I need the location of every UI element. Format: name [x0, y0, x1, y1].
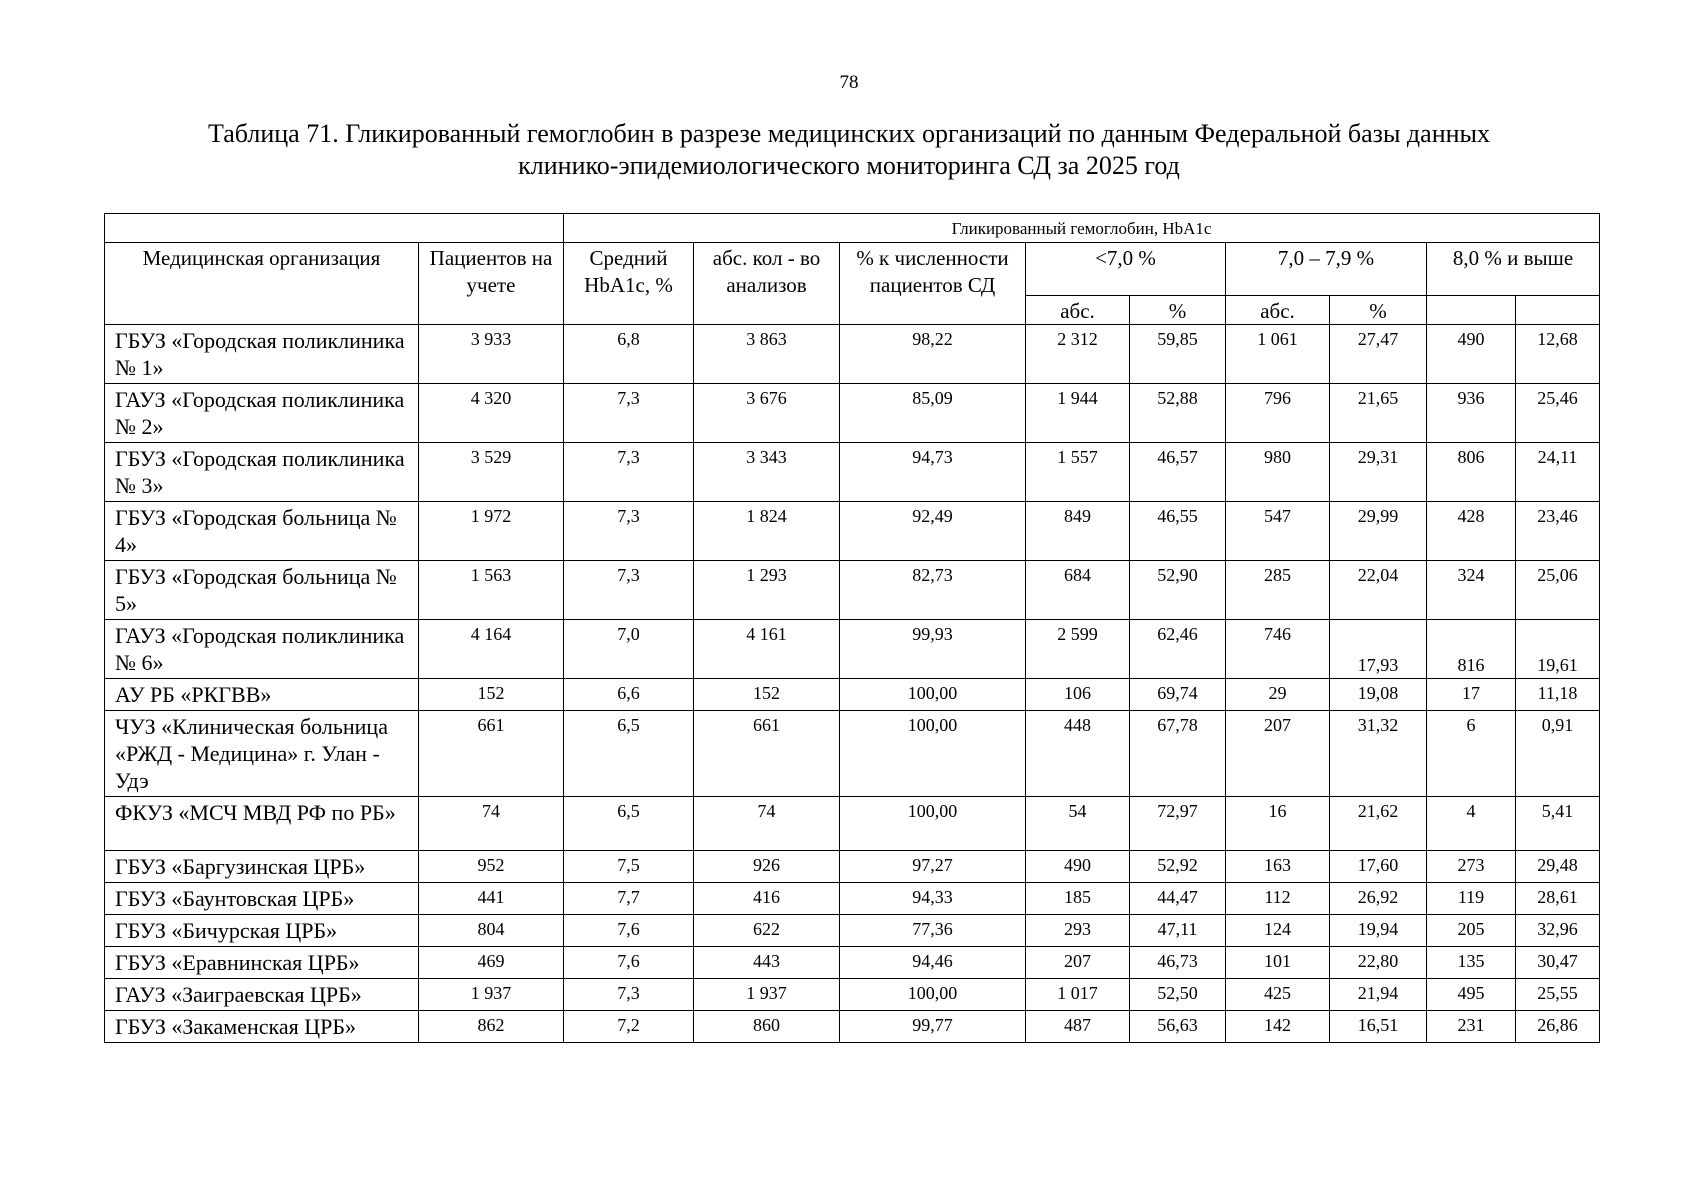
patients-cell: 4 164: [419, 620, 564, 679]
analyses-cell: 3 676: [694, 384, 840, 443]
r7-pct-cell: 19,08: [1330, 679, 1427, 711]
ge8-abs-cell: 6: [1427, 711, 1516, 797]
pct-cell: 98,22: [840, 325, 1026, 384]
pct-cell: 99,77: [840, 1011, 1026, 1043]
ge8-pct-cell: 23,46: [1516, 502, 1600, 561]
avg-hba1c-cell: 7,3: [564, 561, 694, 620]
avg-hba1c-cell: 7,6: [564, 947, 694, 979]
ge8-abs-cell: 4: [1427, 797, 1516, 851]
avg-hba1c-cell: 7,3: [564, 443, 694, 502]
pct-cell: 100,00: [840, 797, 1026, 851]
r7-abs-cell: 746: [1226, 620, 1330, 679]
pct-cell: 100,00: [840, 711, 1026, 797]
table-row: [105, 443, 1600, 502]
r7-pct-cell: 17,60: [1330, 851, 1427, 883]
avg-hba1c-cell: 7,3: [564, 979, 694, 1011]
table-title: [104, 118, 1594, 182]
lt7-abs-cell: 487: [1026, 1011, 1130, 1043]
r7-abs-cell: 16: [1226, 797, 1330, 851]
org-name-cell: ГБУЗ «Баргузинская ЦРБ»: [105, 851, 419, 883]
hba1c-table: [104, 213, 1600, 1043]
ge8-pct-cell: 30,47: [1516, 947, 1600, 979]
lt7-abs-cell: 448: [1026, 711, 1130, 797]
header-blank: [105, 214, 564, 243]
lt7-abs-cell: 2 312: [1026, 325, 1130, 384]
table-row: [105, 502, 1600, 561]
header-ge8-abs: [1427, 296, 1516, 325]
analyses-cell: 74: [694, 797, 840, 851]
lt7-abs-cell: 2 599: [1026, 620, 1130, 679]
pct-cell: 94,73: [840, 443, 1026, 502]
org-name-cell: ГБУЗ «Закаменская ЦРБ»: [105, 1011, 419, 1043]
avg-hba1c-cell: 7,5: [564, 851, 694, 883]
header-org: Медицинская организация: [105, 243, 419, 325]
patients-cell: 804: [419, 915, 564, 947]
header-abs-count: абс. кол - во анализов: [694, 243, 840, 325]
r7-abs-cell: 124: [1226, 915, 1330, 947]
ge8-pct-cell: 32,96: [1516, 915, 1600, 947]
lt7-abs-cell: 1 557: [1026, 443, 1130, 502]
analyses-cell: 1 937: [694, 979, 840, 1011]
table-row: [105, 851, 1600, 883]
patients-cell: 3 933: [419, 325, 564, 384]
lt7-pct-cell: 67,78: [1130, 711, 1226, 797]
table-row: [105, 915, 1600, 947]
ge8-pct-cell: 5,41: [1516, 797, 1600, 851]
lt7-abs-cell: 185: [1026, 883, 1130, 915]
ge8-pct-cell: 19,61: [1516, 620, 1600, 679]
ge8-abs-cell: 231: [1427, 1011, 1516, 1043]
lt7-pct-cell: 69,74: [1130, 679, 1226, 711]
pct-cell: 97,27: [840, 851, 1026, 883]
ge8-abs-cell: 205: [1427, 915, 1516, 947]
ge8-pct-cell: 11,18: [1516, 679, 1600, 711]
header-avg-hba1c: Средний HbA1c, %: [564, 243, 694, 325]
lt7-pct-cell: 56,63: [1130, 1011, 1226, 1043]
ge8-abs-cell: 17: [1427, 679, 1516, 711]
ge8-pct-cell: 25,46: [1516, 384, 1600, 443]
pct-cell: 100,00: [840, 679, 1026, 711]
header-ge8: 8,0 % и выше: [1427, 243, 1600, 296]
avg-hba1c-cell: 7,2: [564, 1011, 694, 1043]
lt7-abs-cell: 293: [1026, 915, 1130, 947]
r7-pct-cell: 16,51: [1330, 1011, 1427, 1043]
header-7-79: 7,0 – 7,9 %: [1226, 243, 1427, 296]
avg-hba1c-cell: 6,6: [564, 679, 694, 711]
analyses-cell: 926: [694, 851, 840, 883]
analyses-cell: 152: [694, 679, 840, 711]
ge8-pct-cell: 0,91: [1516, 711, 1600, 797]
avg-hba1c-cell: 6,8: [564, 325, 694, 384]
lt7-abs-cell: 684: [1026, 561, 1130, 620]
r7-pct-cell: 31,32: [1330, 711, 1427, 797]
avg-hba1c-cell: 6,5: [564, 797, 694, 851]
table-row: [105, 384, 1600, 443]
avg-hba1c-cell: 7,7: [564, 883, 694, 915]
table-row: [105, 883, 1600, 915]
lt7-pct-cell: 59,85: [1130, 325, 1226, 384]
r7-pct-cell: 22,04: [1330, 561, 1427, 620]
ge8-abs-cell: 119: [1427, 883, 1516, 915]
avg-hba1c-cell: 7,3: [564, 502, 694, 561]
header-7-79-pct: %: [1330, 296, 1427, 325]
lt7-abs-cell: 106: [1026, 679, 1130, 711]
header-pct-of-patients: % к численности пациентов СД: [840, 243, 1026, 325]
r7-abs-cell: 1 061: [1226, 325, 1330, 384]
header-lt7-abs: абс.: [1026, 296, 1130, 325]
lt7-pct-cell: 52,88: [1130, 384, 1226, 443]
analyses-cell: 1 824: [694, 502, 840, 561]
pct-cell: 85,09: [840, 384, 1026, 443]
patients-cell: 1 972: [419, 502, 564, 561]
avg-hba1c-cell: 7,3: [564, 384, 694, 443]
patients-cell: 862: [419, 1011, 564, 1043]
header-hba1c: Гликированный гемоглобин, HbA1c: [564, 214, 1600, 243]
org-name-cell: ЧУЗ «Клиническая больница «РЖД - Медицина» г. Улан - Удэ: [105, 711, 419, 797]
r7-abs-cell: 980: [1226, 443, 1330, 502]
lt7-abs-cell: 54: [1026, 797, 1130, 851]
r7-abs-cell: 29: [1226, 679, 1330, 711]
patients-cell: 661: [419, 711, 564, 797]
header-patients: Пациентов на учете: [419, 243, 564, 325]
lt7-abs-cell: 1 944: [1026, 384, 1130, 443]
analyses-cell: 661: [694, 711, 840, 797]
ge8-pct-cell: 24,11: [1516, 443, 1600, 502]
table-row: [105, 325, 1600, 384]
pct-cell: 92,49: [840, 502, 1026, 561]
table-row: [105, 620, 1600, 679]
ge8-pct-cell: 28,61: [1516, 883, 1600, 915]
patients-cell: 469: [419, 947, 564, 979]
table-row: [105, 561, 1600, 620]
lt7-pct-cell: 52,50: [1130, 979, 1226, 1011]
patients-cell: 4 320: [419, 384, 564, 443]
patients-cell: 152: [419, 679, 564, 711]
ge8-abs-cell: 273: [1427, 851, 1516, 883]
analyses-cell: 3 343: [694, 443, 840, 502]
header-lt7: <7,0 %: [1026, 243, 1226, 296]
lt7-pct-cell: 46,73: [1130, 947, 1226, 979]
ge8-pct-cell: 26,86: [1516, 1011, 1600, 1043]
analyses-cell: 860: [694, 1011, 840, 1043]
ge8-abs-cell: 936: [1427, 384, 1516, 443]
pct-cell: 82,73: [840, 561, 1026, 620]
lt7-pct-cell: 72,97: [1130, 797, 1226, 851]
table-row: [105, 679, 1600, 711]
r7-abs-cell: 207: [1226, 711, 1330, 797]
org-name-cell: ГБУЗ «Бичурская ЦРБ»: [105, 915, 419, 947]
table-title-line2: клинико-эпидемиологического мониторинга СД за 2025 год: [518, 151, 1180, 180]
ge8-abs-cell: 490: [1427, 325, 1516, 384]
table-title-line1: Таблица 71. Гликированный гемоглобин в разрезе медицинских организаций по данным Федеральной базы данных: [208, 119, 1490, 148]
r7-pct-cell: 29,31: [1330, 443, 1427, 502]
lt7-pct-cell: 52,90: [1130, 561, 1226, 620]
pct-cell: 77,36: [840, 915, 1026, 947]
r7-abs-cell: 796: [1226, 384, 1330, 443]
r7-abs-cell: 285: [1226, 561, 1330, 620]
lt7-abs-cell: 1 017: [1026, 979, 1130, 1011]
pct-cell: 94,33: [840, 883, 1026, 915]
org-name-cell: ГАУЗ «Заиграевская ЦРБ»: [105, 979, 419, 1011]
ge8-pct-cell: 12,68: [1516, 325, 1600, 384]
table-row: [105, 1011, 1600, 1043]
lt7-pct-cell: 47,11: [1130, 915, 1226, 947]
r7-pct-cell: 21,65: [1330, 384, 1427, 443]
table-row: [105, 711, 1600, 797]
page-number: 78: [839, 72, 859, 93]
pct-cell: 94,46: [840, 947, 1026, 979]
header-lt7-pct: %: [1130, 296, 1226, 325]
org-name-cell: ФКУЗ «МСЧ МВД РФ по РБ»: [105, 797, 419, 851]
ge8-abs-cell: 135: [1427, 947, 1516, 979]
r7-abs-cell: 101: [1226, 947, 1330, 979]
r7-abs-cell: 547: [1226, 502, 1330, 561]
r7-pct-cell: 22,80: [1330, 947, 1427, 979]
ge8-abs-cell: 495: [1427, 979, 1516, 1011]
r7-abs-cell: 112: [1226, 883, 1330, 915]
org-name-cell: АУ РБ «РКГВВ»: [105, 679, 419, 711]
header-ge8-pct: [1516, 296, 1600, 325]
lt7-pct-cell: 46,57: [1130, 443, 1226, 502]
pct-cell: 99,93: [840, 620, 1026, 679]
org-name-cell: ГБУЗ «Городская больница № 4»: [105, 502, 419, 561]
r7-pct-cell: 27,47: [1330, 325, 1427, 384]
lt7-abs-cell: 490: [1026, 851, 1130, 883]
analyses-cell: 443: [694, 947, 840, 979]
org-name-cell: ГБУЗ «Еравнинская ЦРБ»: [105, 947, 419, 979]
lt7-pct-cell: 52,92: [1130, 851, 1226, 883]
r7-pct-cell: 19,94: [1330, 915, 1427, 947]
patients-cell: 3 529: [419, 443, 564, 502]
avg-hba1c-cell: 6,5: [564, 711, 694, 797]
lt7-pct-cell: 62,46: [1130, 620, 1226, 679]
patients-cell: 1 563: [419, 561, 564, 620]
org-name-cell: ГАУЗ «Городская поликлиника № 6»: [105, 620, 419, 679]
avg-hba1c-cell: 7,6: [564, 915, 694, 947]
analyses-cell: 4 161: [694, 620, 840, 679]
lt7-pct-cell: 44,47: [1130, 883, 1226, 915]
patients-cell: 74: [419, 797, 564, 851]
ge8-abs-cell: 324: [1427, 561, 1516, 620]
r7-pct-cell: 21,62: [1330, 797, 1427, 851]
r7-pct-cell: 29,99: [1330, 502, 1427, 561]
table-row: [105, 947, 1600, 979]
lt7-abs-cell: 207: [1026, 947, 1130, 979]
ge8-pct-cell: 25,55: [1516, 979, 1600, 1011]
r7-abs-cell: 163: [1226, 851, 1330, 883]
org-name-cell: ГБУЗ «Баунтовская ЦРБ»: [105, 883, 419, 915]
patients-cell: 952: [419, 851, 564, 883]
r7-pct-cell: 26,92: [1330, 883, 1427, 915]
analyses-cell: 1 293: [694, 561, 840, 620]
pct-cell: 100,00: [840, 979, 1026, 1011]
lt7-pct-cell: 46,55: [1130, 502, 1226, 561]
org-name-cell: ГАУЗ «Городская поликлиника № 2»: [105, 384, 419, 443]
header-7-79-abs: абс.: [1226, 296, 1330, 325]
ge8-abs-cell: 428: [1427, 502, 1516, 561]
ge8-pct-cell: 25,06: [1516, 561, 1600, 620]
ge8-pct-cell: 29,48: [1516, 851, 1600, 883]
analyses-cell: 622: [694, 915, 840, 947]
avg-hba1c-cell: 7,0: [564, 620, 694, 679]
org-name-cell: ГБУЗ «Городская поликлиника № 3»: [105, 443, 419, 502]
r7-pct-cell: 21,94: [1330, 979, 1427, 1011]
patients-cell: 1 937: [419, 979, 564, 1011]
r7-abs-cell: 142: [1226, 1011, 1330, 1043]
lt7-abs-cell: 849: [1026, 502, 1130, 561]
r7-pct-cell: 17,93: [1330, 620, 1427, 679]
ge8-abs-cell: 816: [1427, 620, 1516, 679]
table-body: [105, 325, 1600, 1043]
r7-abs-cell: 425: [1226, 979, 1330, 1011]
ge8-abs-cell: 806: [1427, 443, 1516, 502]
analyses-cell: 3 863: [694, 325, 840, 384]
table-row: [105, 797, 1600, 851]
patients-cell: 441: [419, 883, 564, 915]
org-name-cell: ГБУЗ «Городская поликлиника № 1»: [105, 325, 419, 384]
analyses-cell: 416: [694, 883, 840, 915]
table-row: [105, 979, 1600, 1011]
org-name-cell: ГБУЗ «Городская больница № 5»: [105, 561, 419, 620]
